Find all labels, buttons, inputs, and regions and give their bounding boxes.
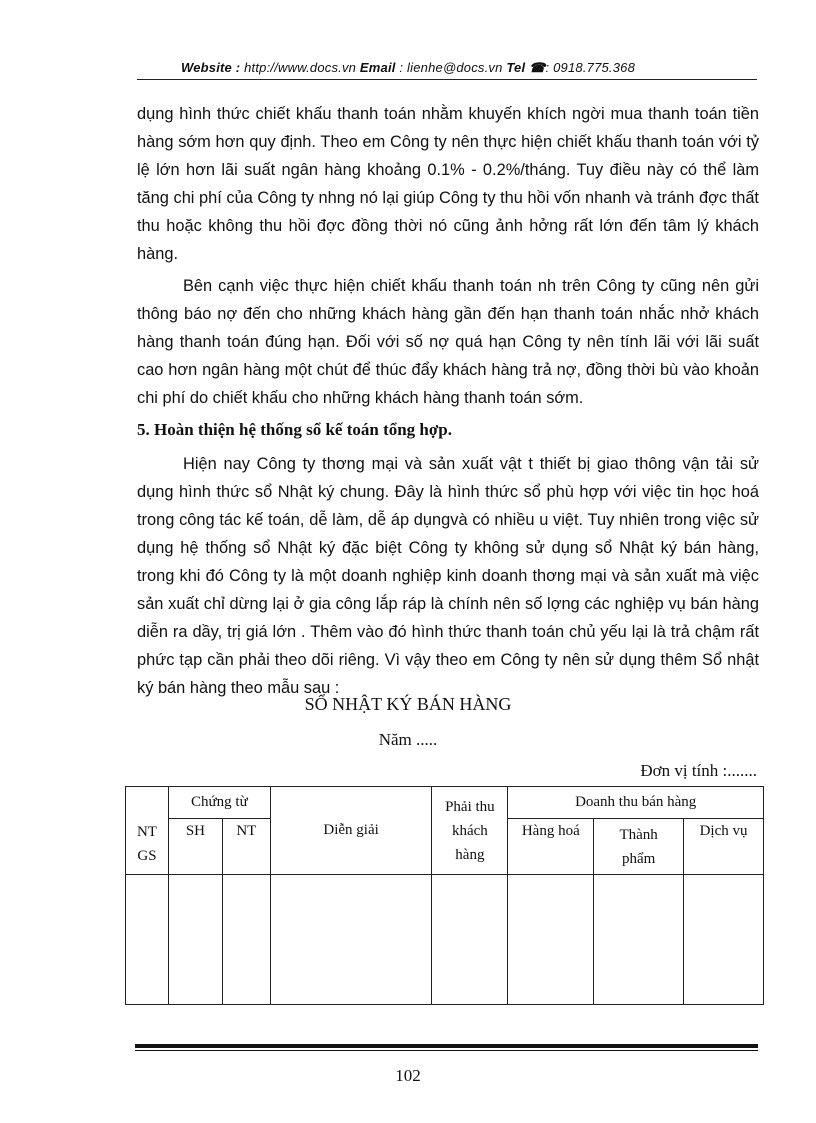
header-divider bbox=[137, 79, 757, 80]
table-cell bbox=[168, 875, 222, 1005]
col-dichvu: Dịch vụ bbox=[684, 819, 764, 875]
paragraph-3: Hiện nay Công ty thơng mại và sản xuất vật t thiết bị giao thông vận tải sử dụng hình thức sổ Nhật ký chung. Đây là hình thức sổ phù hợp với việc tin học hoá trong công tác kế toán, dễ làm, dễ áp dụngvà có nhiều u việt. Tuy nhiên trong việc sử dụng hệ thống sổ Nhật ký đặc biệt Công ty không sử dụng sổ Nhật ký bán hàng, trong khi đó Công ty là một doanh nghiệp kinh doanh thơng mại và sản xuất mà việc sản xuất chỉ dừng lại ở gia công lắp ráp là chính nên số lợng các nghiệp vụ bán hàng diễn ra dầy, trị giá lớn . Thêm vào đó hình thức thanh toán chủ yếu lại là trả chậm rất phức tạp cần phải theo dõi riêng. Vì vậy theo em Công ty nên sử dụng thêm Sổ nhật ký bán hàng theo mẫu sau : bbox=[137, 455, 759, 697]
col-diengiai: Diễn giải bbox=[270, 787, 432, 875]
paragraph-1: dụng hình thức chiết khấu thanh toán nhằm khuyến khích ngời mua thanh toán tiền hàng sớm hơn quy định. Theo em Công ty nên thực hiện chiết khấu thanh toán với tỷ lệ lớn hơn lãi suất ngân hàng khoảng 0.1% - 0.2%/tháng. Tuy điều này có thể làm tăng chi phí của Công ty nhng nó lại giúp Công ty thu hồi vốn nhanh và tránh đợc thất thu hoặc không thu hồi đợc đồng thời nó cũng ảnh hởng rất lớn đến tâm lý khách hàng. bbox=[137, 105, 759, 263]
col-hanghoa: Hàng hoá bbox=[508, 819, 594, 875]
table-cell bbox=[508, 875, 594, 1005]
phone-icon: ☎ bbox=[529, 60, 546, 75]
col-nt: NT bbox=[222, 819, 270, 875]
ledger-title: SỔ NHẬT KÝ BÁN HÀNG bbox=[304, 694, 512, 714]
table-row bbox=[126, 875, 764, 1005]
sales-journal-table bbox=[125, 786, 764, 1005]
email-address[interactable]: : lienhe@docs.vn bbox=[399, 60, 503, 75]
col-ntgs: NT GS bbox=[126, 787, 169, 875]
col-chungtu: Chứng từ bbox=[168, 787, 270, 819]
tel-label: Tel bbox=[506, 60, 526, 75]
footer-divider-thick bbox=[135, 1044, 758, 1048]
table-cell bbox=[684, 875, 764, 1005]
paragraph-2: Bên cạnh việc thực hiện chiết khấu thanh toán nh trên Công ty cũng nên gửi thông báo nợ đến cho những khách hàng gần đến hạn thanh toán nhắc nhở khách hàng thanh toán đúng hạn. Đối với số nợ quá hạn Công ty nên tính lãi với lãi suất cao hơn ngân hàng một chút để thúc đẩy khách hàng trả nợ, đồng thời bù vào khoản chi phí do chiết khấu cho những khách hàng thanh toán sớm. bbox=[137, 277, 759, 407]
col-phaithu: Phải thu khách hàng bbox=[432, 787, 508, 875]
col-thanhpham: Thành phẩm bbox=[594, 819, 684, 875]
table-cell bbox=[270, 875, 432, 1005]
table-cell bbox=[594, 875, 684, 1005]
body-text bbox=[137, 100, 759, 706]
page-number: 102 bbox=[395, 1066, 421, 1085]
website-url[interactable]: http://www.docs.vn bbox=[244, 60, 357, 75]
section-heading: 5. Hoàn thiện hệ thống sổ kế toán tổng hợp. bbox=[137, 420, 453, 439]
col-sh: SH bbox=[168, 819, 222, 875]
ledger-year: Năm ..... bbox=[378, 730, 438, 749]
email-label: Email bbox=[359, 60, 396, 75]
table-cell bbox=[126, 875, 169, 1005]
col-doanhthu: Doanh thu bán hàng bbox=[508, 787, 764, 819]
page-header bbox=[0, 60, 816, 76]
website-label: Website : bbox=[180, 60, 241, 75]
footer-divider-thin bbox=[135, 1050, 758, 1051]
table-cell bbox=[432, 875, 508, 1005]
tel-number: : 0918.775.368 bbox=[545, 60, 636, 75]
table-cell bbox=[222, 875, 270, 1005]
ledger-unit: Đơn vị tính :....... bbox=[640, 761, 757, 780]
